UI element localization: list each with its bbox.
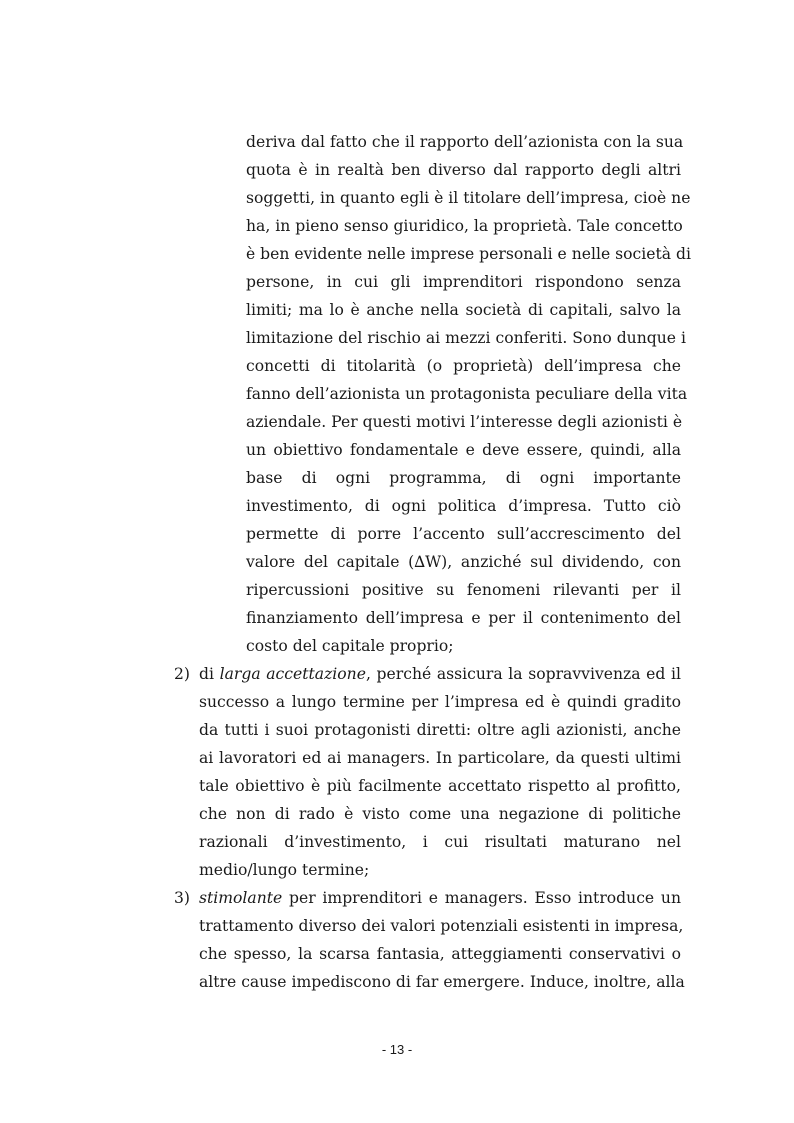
paragraph-line: quota è in realtà ben diverso dal rapporto degli altri <box>246 161 681 179</box>
paragraph-line: da tutti i suoi protagonisti diretti: oltre agli azionisti, anche <box>199 721 681 739</box>
paragraph-line: permette di porre l’accento sull’accrescimento del <box>246 525 681 543</box>
paragraph-line: persone, in cui gli imprenditori rispondono senza <box>246 273 681 291</box>
paragraph-line: fanno dell’azionista un protagonista peculiare della vita <box>246 385 688 403</box>
paragraph-line: successo a lungo termine per l’impresa ed è quindi gradito <box>199 693 681 711</box>
list-number: 3) <box>174 889 191 907</box>
page-number: - 13 - <box>381 1042 413 1057</box>
paragraph-line: costo del capitale proprio; <box>246 637 454 655</box>
paragraph-line: deriva dal fatto che il rapporto dell’azionista con la sua <box>246 133 684 151</box>
list-item-first-line <box>199 664 681 684</box>
paragraph-line: concetti di titolarità (o proprietà) dell’impresa che <box>246 357 681 375</box>
paragraph-line: valore del capitale (∆W), anziché sul dividendo, con <box>246 553 681 571</box>
text-run: di <box>199 665 220 683</box>
paragraph-line: altre cause impediscono di far emergere. Induce, inoltre, alla <box>199 973 685 991</box>
paragraph-line: che spesso, la scarsa fantasia, atteggiamenti conservativi o <box>199 945 681 963</box>
paragraph-line: ha, in pieno senso giuridico, la proprietà. Tale concetto <box>246 217 683 235</box>
paragraph-line: investimento, di ogni politica d’impresa. Tutto ciò <box>246 497 681 515</box>
paragraph-line: è ben evidente nelle imprese personali e nelle società di <box>246 245 691 263</box>
paragraph-line: limiti; ma lo è anche nella società di capitali, salvo la <box>246 301 681 319</box>
paragraph-line: finanziamento dell’impresa e per il contenimento del <box>246 609 681 627</box>
paragraph-line: ripercussioni positive su fenomeni rilevanti per il <box>246 581 681 599</box>
paragraph-line: aziendale. Per questi motivi l’interesse degli azionisti è <box>246 413 683 431</box>
paragraph-line: limitazione del rischio ai mezzi conferiti. Sono dunque i <box>246 329 686 347</box>
italic-term: stimolante <box>199 889 283 907</box>
list-item-first-line <box>199 888 681 908</box>
paragraph-line: un obiettivo fondamentale e deve essere, quindi, alla <box>246 441 681 459</box>
paragraph-line: base di ogni programma, di ogni importante <box>246 469 681 487</box>
paragraph-line: tale obiettivo è più facilmente accettato rispetto al profitto, <box>199 777 681 795</box>
italic-term: larga accettazione <box>219 665 366 683</box>
text-run: per imprenditori e managers. Esso introduce un <box>282 889 681 907</box>
paragraph-line: soggetti, in quanto egli è il titolare dell’impresa, cioè ne <box>246 189 691 207</box>
text-run: , perché assicura la sopravvivenza ed il <box>365 665 681 683</box>
paragraph-line: che non di rado è visto come una negazione di politiche <box>199 805 681 823</box>
paragraph-line: razionali d’investimento, i cui risultati maturano nel <box>199 833 681 851</box>
paragraph-line: medio/lungo termine; <box>199 861 370 879</box>
paragraph-line: trattamento diverso dei valori potenziali esistenti in impresa, <box>199 917 684 935</box>
paragraph-line: ai lavoratori ed ai managers. In particolare, da questi ultimi <box>199 749 681 767</box>
list-number: 2) <box>174 665 191 683</box>
